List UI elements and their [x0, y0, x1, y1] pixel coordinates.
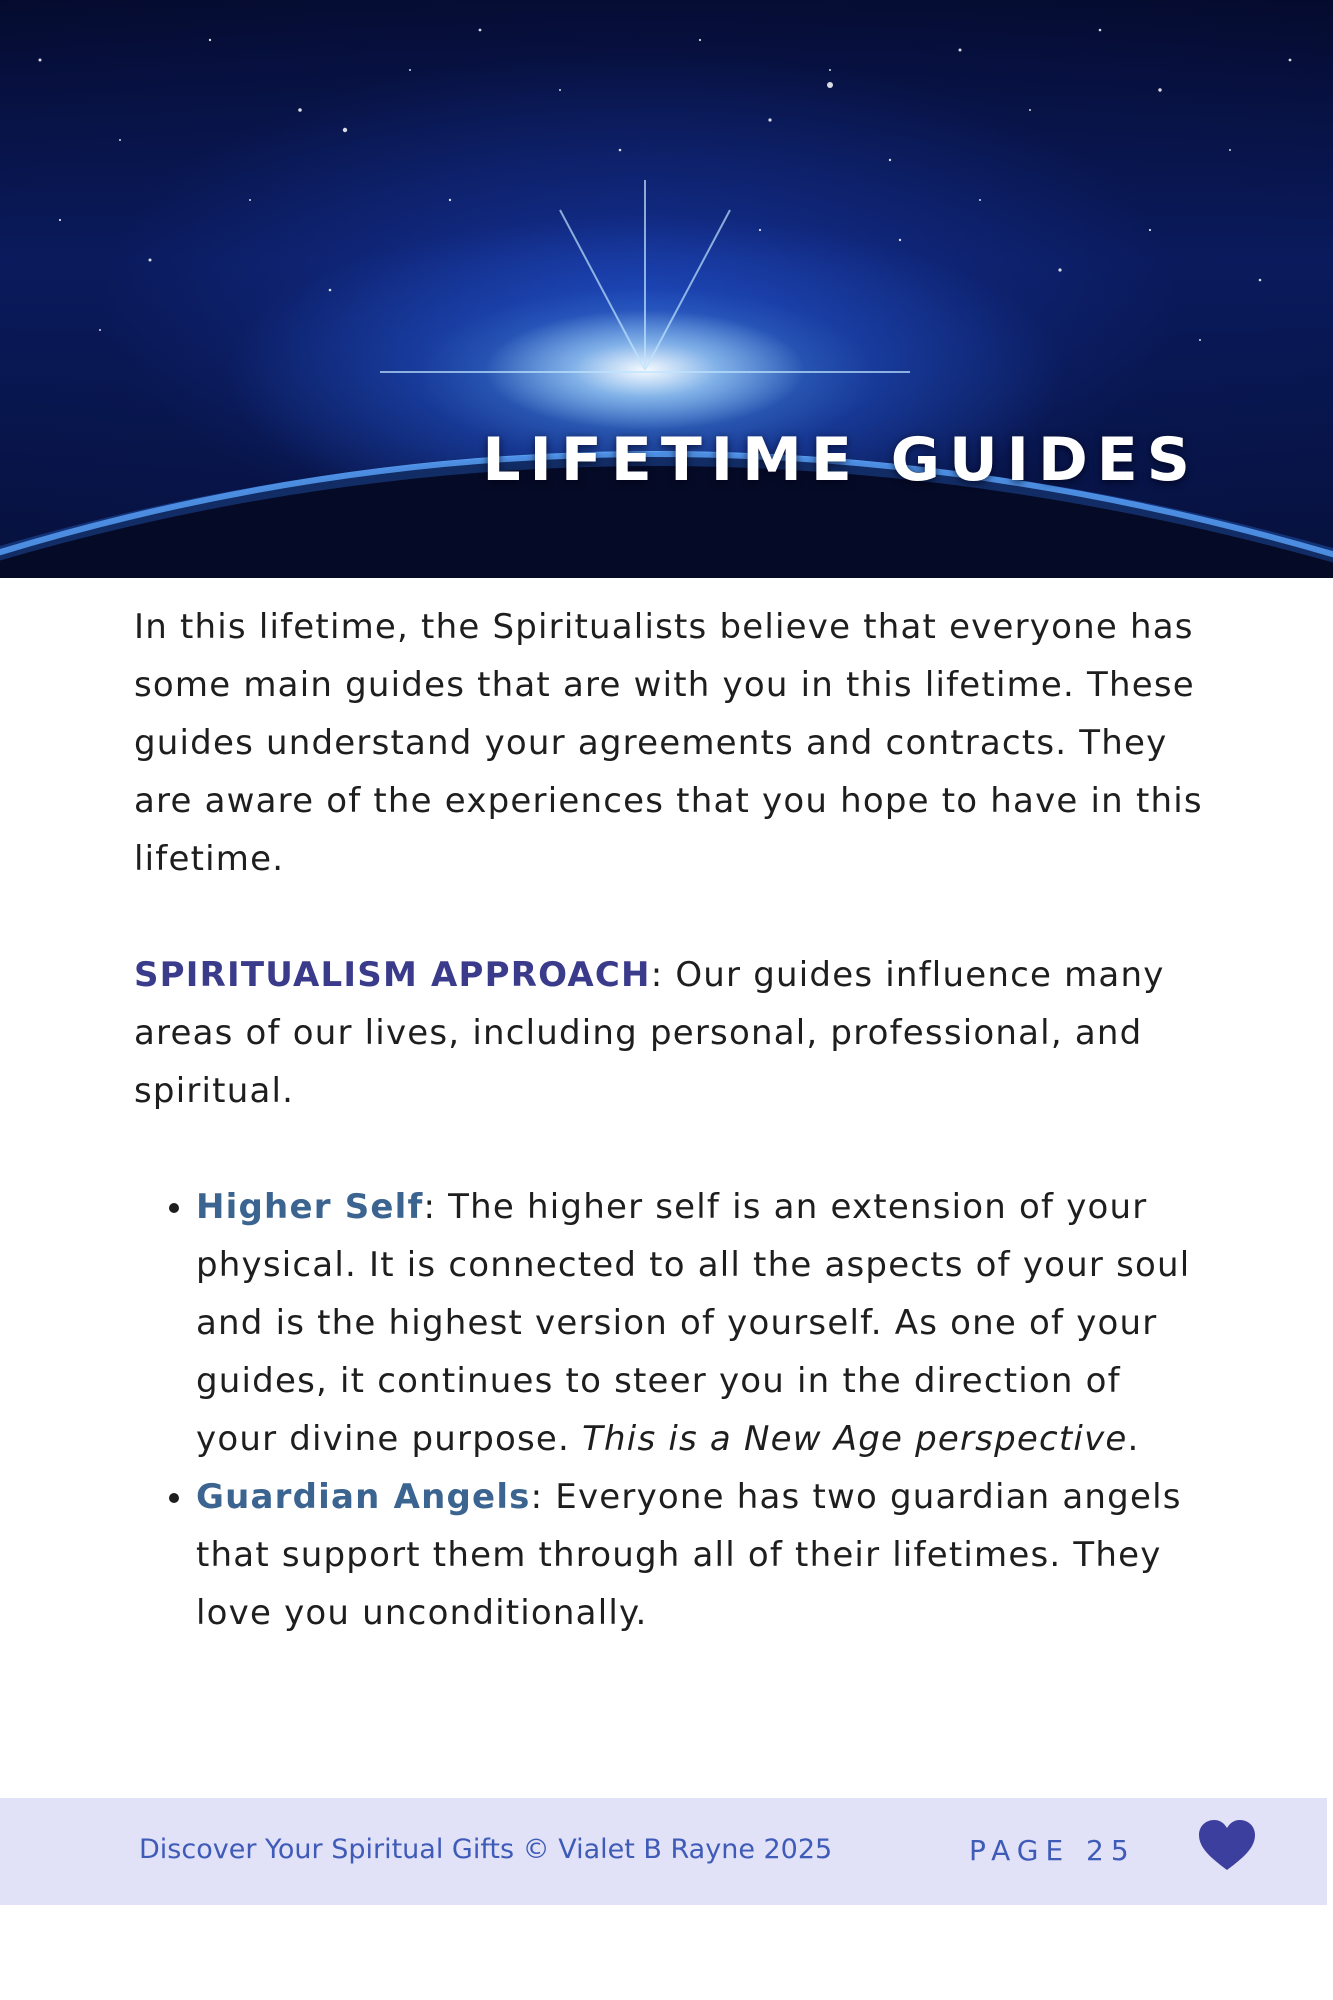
- higher-self-text: : The higher self is an extension of your physical. It is connected to all the aspects of your soul and is the highest version of yourself. As one of your guides, it continues to steer you in the direction of your divine purpose.: [196, 1187, 1191, 1459]
- guardian-angels-term: Guardian Angels: [196, 1477, 531, 1517]
- footer-copyright: Discover Your Spiritual Gifts © Vialet B Rayne 2025: [139, 1834, 833, 1865]
- guides-list: [134, 1178, 1214, 1642]
- footer-bar: [0, 1798, 1327, 1905]
- higher-self-note: This is a New Age perspective: [582, 1419, 1128, 1459]
- intro-paragraph: In this lifetime, the Spiritualists believe that everyone has some main guides that are with you in this lifetime. These guides understand your agreements and contracts. They are aware of the experiences that you hope to have in this lifetime.: [134, 607, 1203, 879]
- guardian-angels-text: : Everyone has two guardian angels that support them through all of their lifetimes. They love you unconditionally.: [196, 1477, 1182, 1633]
- heart-icon: [1197, 1818, 1257, 1874]
- hero-image: [0, 0, 1333, 578]
- list-item: [196, 1178, 1214, 1468]
- approach-paragraph: [134, 946, 1214, 1120]
- page-number: PAGE 25: [969, 1834, 1136, 1867]
- list-item: [196, 1468, 1214, 1642]
- approach-label: SPIRITUALISM APPROACH: [134, 955, 651, 995]
- higher-self-term: Higher Self: [196, 1187, 424, 1227]
- page-title: LIFETIME GUIDES: [482, 425, 1199, 495]
- approach-text: : Our guides influence many areas of our lives, including personal, professional, and spiritual.: [134, 955, 1165, 1111]
- content-body: [134, 598, 1214, 1642]
- higher-self-end: .: [1127, 1419, 1140, 1459]
